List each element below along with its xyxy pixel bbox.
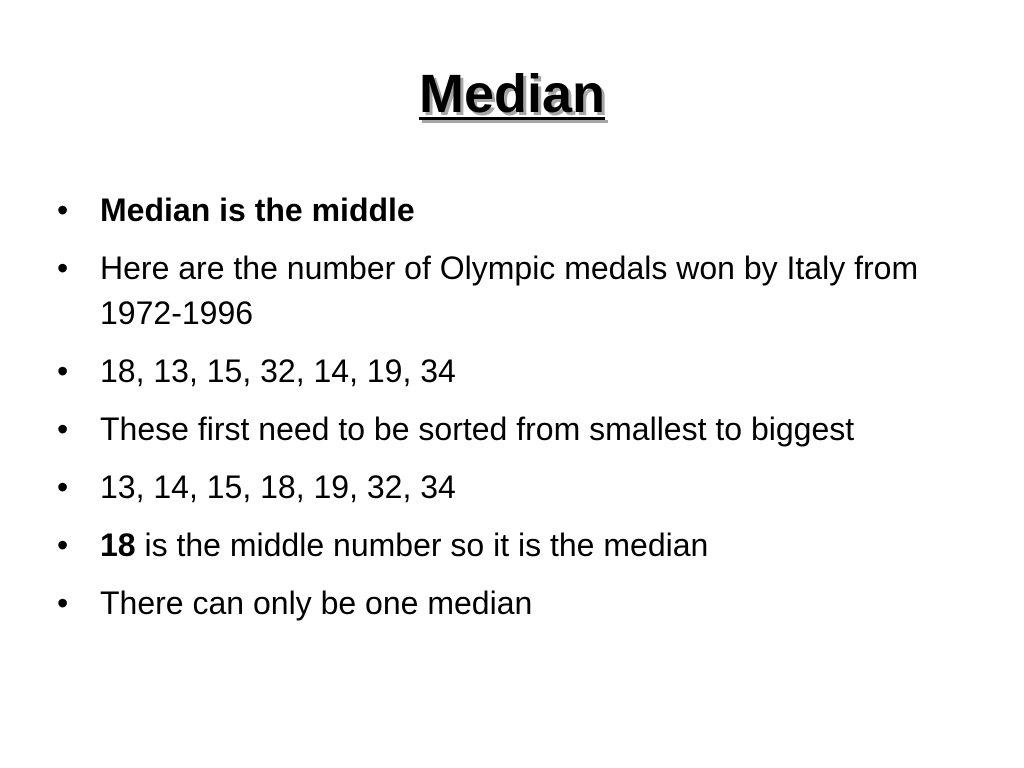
bullet-bold-text: 18 xyxy=(100,527,136,563)
bullet-dot-icon: • xyxy=(57,250,69,286)
slide-title: Median xyxy=(418,64,606,124)
bullet-item xyxy=(57,465,957,510)
bullet-item xyxy=(57,349,957,394)
bullet-dot-icon: • xyxy=(57,411,69,447)
bullet-dot-icon: • xyxy=(57,469,69,505)
bullet-item xyxy=(57,581,957,626)
bullet-text: 13, 14, 15, 18, 19, 32, 34 xyxy=(100,469,456,505)
bullet-dot-icon: • xyxy=(57,192,69,228)
bullet-text: There can only be one median xyxy=(100,585,533,621)
bullet-dot-icon: • xyxy=(57,585,69,621)
bullet-text: is the middle number so it is the median xyxy=(135,527,709,563)
bullet-dot-icon: • xyxy=(57,353,69,389)
bullet-item xyxy=(57,188,957,233)
bullet-text: These first need to be sorted from smallest to biggest xyxy=(100,411,855,447)
bullet-text: Here are the number of Olympic medals won by Italy from 1972-1996 xyxy=(100,250,919,331)
bullet-bold-text: Median is the middle xyxy=(100,192,415,228)
bullet-item xyxy=(57,246,957,336)
bullet-text: 18, 13, 15, 32, 14, 19, 34 xyxy=(100,353,456,389)
bullet-item xyxy=(57,407,957,452)
bullet-item xyxy=(57,523,957,568)
bullet-dot-icon: • xyxy=(57,527,69,563)
bullet-list xyxy=(57,188,957,639)
